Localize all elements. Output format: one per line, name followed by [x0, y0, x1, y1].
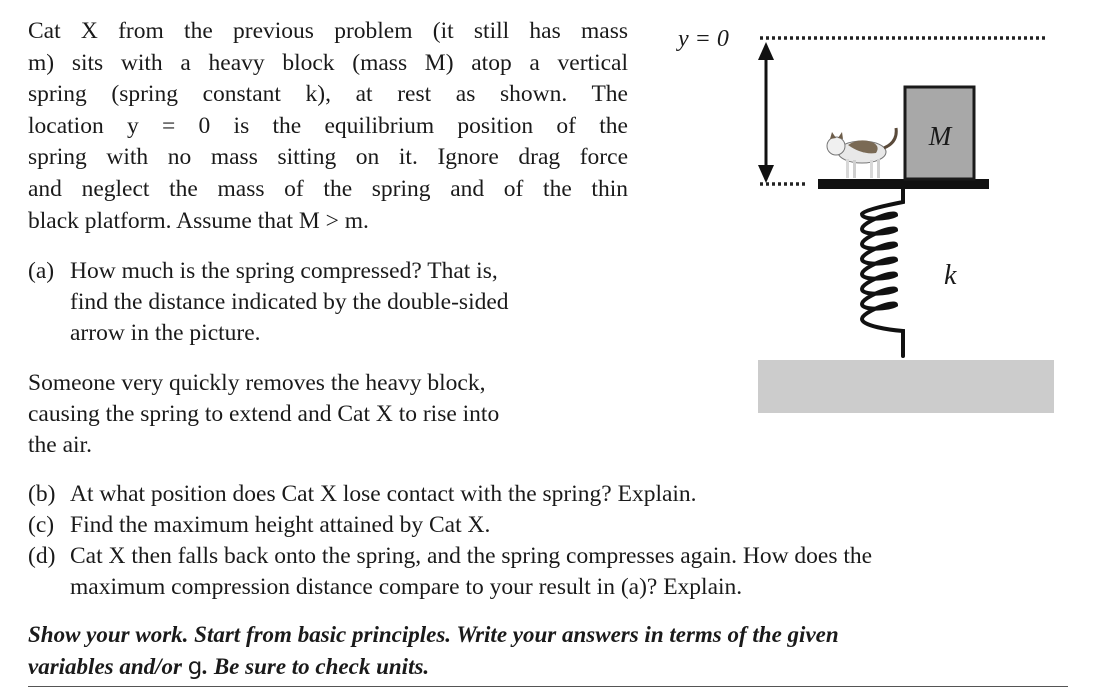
question-d-label: (d)	[28, 543, 56, 569]
ground-slab	[758, 360, 1054, 413]
question-a-label: (a)	[28, 258, 55, 284]
middle-line: Someone very quickly removes the heavy block,	[28, 370, 486, 396]
question-d-line: Cat X then falls back onto the spring, and the spring compresses again. How does the	[70, 543, 873, 569]
question-c-label: (c)	[28, 512, 55, 538]
spring-constant-label: k	[944, 260, 957, 291]
block-mass-label: M	[928, 121, 952, 151]
question-a	[28, 256, 608, 349]
question-a-line: arrow in the picture.	[70, 320, 261, 346]
y-zero-label: y = 0	[678, 26, 729, 52]
intro-line: m) sits with a heavy block (mass M) atop a vertical	[28, 49, 628, 76]
question-a-line: How much is the spring compressed? That is,	[70, 258, 498, 284]
intro-line: location y = 0 is the equilibrium position of the	[28, 112, 628, 139]
question-d	[28, 541, 1078, 603]
question-a-line: find the distance indicated by the double-sided	[70, 289, 509, 315]
cat-icon	[827, 128, 896, 178]
footer-line-1: Show your work. Start from basic principles. Write your answers in terms of the given	[28, 622, 839, 647]
question-b-text: At what position does Cat X lose contact with the spring? Explain.	[70, 481, 697, 507]
footer-line-2-post: . Be sure to check units.	[202, 654, 430, 679]
intro-line: spring (spring constant k), at rest as shown. The	[28, 81, 628, 108]
question-d-line: maximum compression distance compare to your result in (a)? Explain.	[70, 574, 743, 600]
middle-line: causing the spring to extend and Cat X to rise into	[28, 401, 500, 427]
intro-line: and neglect the mass of the spring and of the thin	[28, 175, 628, 202]
spring-coil	[862, 189, 903, 356]
intro-line: black platform. Assume that M > m.	[28, 207, 369, 234]
question-c-text: Find the maximum height attained by Cat X.	[70, 512, 491, 538]
question-b	[28, 479, 1078, 510]
problem-intro	[28, 16, 628, 237]
intro-line: spring with no mass sitting on it. Ignore drag force	[28, 144, 628, 171]
middle-line: the air.	[28, 432, 92, 458]
question-c	[28, 510, 1078, 541]
intro-line: Cat X from the previous problem (it still has mass	[28, 18, 628, 44]
question-b-label: (b)	[28, 481, 56, 507]
footer-g-symbol: g	[187, 654, 203, 680]
compression-double-arrow	[758, 42, 774, 183]
footer-line-2-pre: variables and/or	[28, 654, 188, 679]
footer-line-2	[28, 651, 1078, 683]
spring-diagram	[650, 0, 1090, 430]
instructions-footer	[28, 619, 1078, 683]
block-removal-text	[28, 368, 608, 461]
